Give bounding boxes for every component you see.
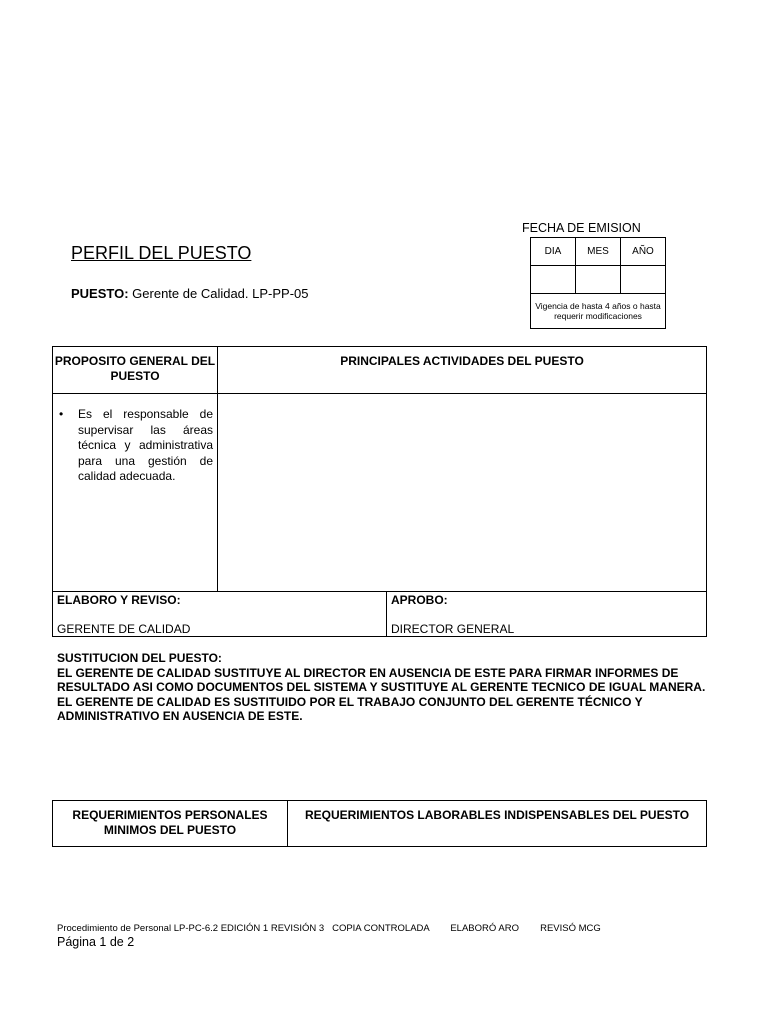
requerimientos-laborables-header: REQUERIMIENTOS LABORABLES INDISPENSABLES DEL PUESTO — [304, 808, 690, 822]
proposito-header: PROPOSITO GENERAL DEL PUESTO — [53, 347, 218, 393]
sustitucion-heading: SUSTITUCION DEL PUESTO: — [57, 651, 222, 665]
fecha-col-ano: AÑO — [632, 246, 654, 257]
footer-line: Procedimiento de Personal LP-PC-6.2 EDICIÓN 1 REVISIÓN 3 COPIA CONTROLADA ELABORÓ ARO REVISÓ MCG — [57, 923, 601, 934]
actividades-header: PRINCIPALES ACTIVIDADES DEL PUESTO — [340, 354, 584, 368]
list-item — [59, 407, 213, 485]
fecha-value-dia — [531, 266, 576, 293]
fecha-emision-label: FECHA DE EMISION — [522, 221, 641, 235]
requerimientos-table — [52, 800, 707, 847]
fecha-col-dia: DIA — [531, 238, 576, 265]
fecha-emision-table — [530, 237, 666, 329]
elaboro-label: ELABORO Y REVISO: — [57, 593, 181, 607]
sustitucion-paragraph-2: EL GERENTE DE CALIDAD ES SUSTITUIDO POR EL TRABAJO CONJUNTO DEL GERENTE TÉCNICO Y ADMINISTRATIVO EN AUSENCIA DE ESTE. — [57, 694, 643, 724]
fecha-value-ano — [621, 266, 665, 293]
signature-divider — [386, 591, 387, 636]
requerimientos-personales-header: REQUERIMIENTOS PERSONALES MINIMOS DEL PUESTO — [53, 801, 288, 846]
puesto-value: Gerente de Calidad. LP-PP-05 — [128, 286, 309, 301]
proposito-cell — [53, 393, 218, 591]
page-title: PERFIL DEL PUESTO — [71, 243, 252, 263]
fecha-value-mes — [576, 266, 621, 293]
puesto-label: PUESTO: — [71, 286, 129, 301]
puesto-line — [71, 286, 309, 301]
fecha-col-mes: MES — [576, 238, 621, 265]
page-number: Página 1 de 2 — [57, 935, 135, 949]
sustitucion-paragraph-1: EL GERENTE DE CALIDAD SUSTITUYE AL DIRECTOR EN AUSENCIA DE ESTE PARA FIRMAR INFORMES DE RESULTADO ASI COMO DOCUMENTOS DEL SISTEMA Y SUSTITUYE AL GERENTE TECNICO DE IGUAL MANERA. — [57, 665, 706, 695]
aprobo-label: APROBO: — [391, 593, 448, 607]
table-divider — [53, 591, 706, 592]
fecha-header-row — [531, 238, 665, 266]
proposito-text: Es el responsable de supervisar las áreas técnica y administrativa para una gestión de calidad adecuada. — [78, 407, 213, 483]
sustitucion-section — [57, 651, 727, 724]
aprobo-value: DIRECTOR GENERAL — [391, 622, 515, 636]
fecha-value-row — [531, 266, 665, 294]
bullet-icon: • — [59, 407, 64, 421]
elaboro-value: GERENTE DE CALIDAD — [57, 622, 191, 636]
vigencia-note: Vigencia de hasta 4 años o hasta requerir modificaciones — [535, 301, 661, 321]
main-table — [52, 346, 707, 637]
